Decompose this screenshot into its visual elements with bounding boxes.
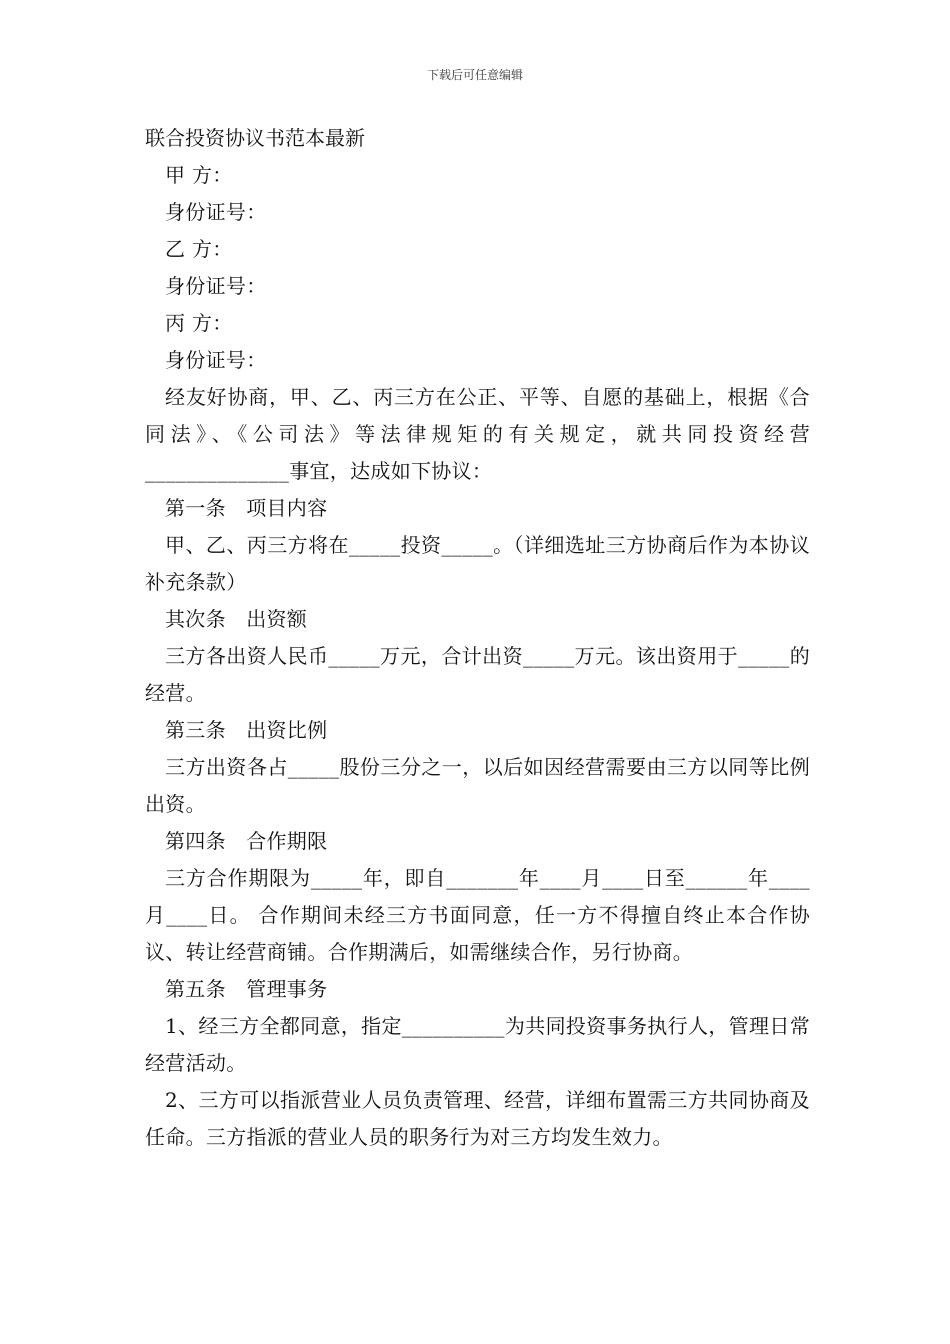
- party-c-label: 丙 方：: [165, 311, 233, 335]
- page-header: 下载后可任意编辑: [426, 68, 523, 82]
- document-title: 联合投资协议书范本最新: [145, 126, 365, 150]
- party-a-id-label: 身份证号：: [165, 200, 267, 224]
- intro-paragraph: 经友好协商，甲、乙、丙三方在公正、平等、自愿的基础上，根据《合同法》、《公司法》等法律规矩的有关规定，就共同投资经营______________事宜，达成如下协议：: [145, 385, 810, 483]
- article-2-body: 三方各出资人民币_____万元，合计出资_____万元。该出资用于_____的经营。: [145, 644, 810, 705]
- party-c-id-label: 身份证号：: [165, 348, 267, 372]
- article-5-item-2: 2、三方可以指派营业人员负责管理、经营，详细布置需三方共同协商及任命。三方指派的营业人员的职务行为对三方均发生效力。: [145, 1088, 810, 1149]
- article-1-body: 甲、乙、丙三方将在_____投资_____。（详细选址三方协商后作为本协议补充条款）: [145, 533, 810, 594]
- party-a-label: 甲 方：: [165, 163, 233, 187]
- article-2-heading: 其次条 出资额: [165, 607, 308, 631]
- article-3-body: 三方出资各占_____股份三分之一，以后如因经营需要由三方以同等比例出资。: [145, 755, 810, 816]
- article-5-item-1: 1、经三方全都同意，指定__________为共同投资事务执行人，管理日常经营活动。: [145, 1014, 810, 1075]
- article-4-heading: 第四条 合作期限: [165, 829, 328, 853]
- document-body: [145, 120, 810, 1156]
- article-5-heading: 第五条 管理事务: [165, 977, 328, 1001]
- party-b-id-label: 身份证号：: [165, 274, 267, 298]
- party-b-label: 乙 方：: [165, 237, 233, 261]
- article-3-heading: 第三条 出资比例: [165, 718, 328, 742]
- article-1-heading: 第一条 项目内容: [165, 496, 328, 520]
- article-4-body: 三方合作期限为_____年，即自_______年____月____日至______年____月____日。 合作期间未经三方书面同意，任一方不得擅自终止本合作协议、转让经营商铺。合作期满后，如需继续合作，另行协商。: [145, 866, 810, 964]
